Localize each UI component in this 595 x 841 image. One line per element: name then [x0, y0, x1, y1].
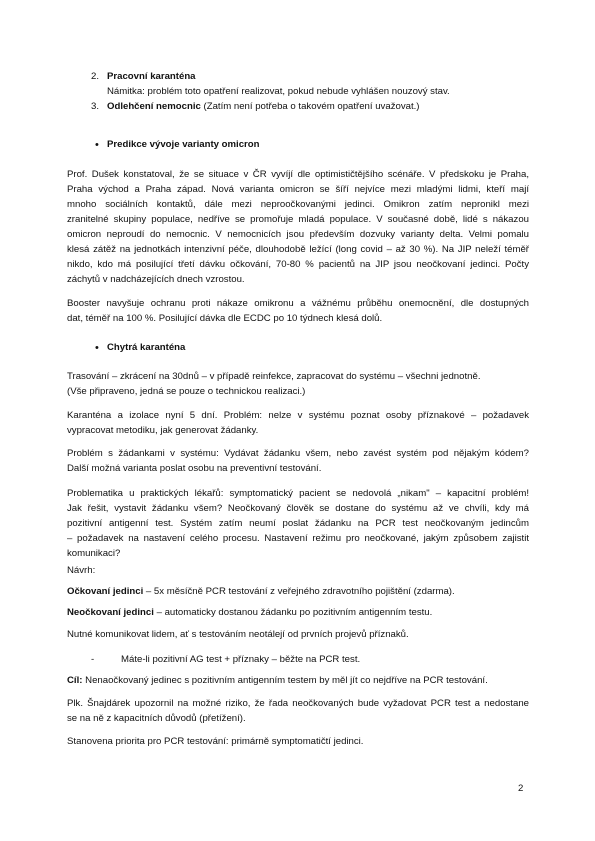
list-item-note-odlehceni: (Zatím není potřeba o takovém opatření uvažovat.): [200, 101, 420, 112]
paragraph-line: komunikaci?: [67, 548, 121, 559]
dash-item-ag-test: Máte-li pozitivní AG test + příznaky – běžte na PCR test.: [121, 654, 361, 665]
section-heading-predikce: Predikce vývoje varianty omicron: [107, 139, 260, 150]
list-item-title-pracovni-karantena: Pracovní karanténa: [107, 71, 196, 82]
ockovani-jedinci-label: Očkovaní jedinci: [67, 586, 144, 597]
list-item-note-namitka: Námitka: problém toto opatření realizovat, pokud nebude vyhlášen nouzový stav.: [107, 86, 450, 97]
list-item-odlehceni-nemocnic: [107, 100, 419, 114]
paragraph-line: Trasování – zkrácení na 30dnů – v případě reinfekce, zapracovat do systému – všechni jednotně.: [67, 371, 481, 382]
section-heading-chytra-karantena: Chytrá karanténa: [107, 342, 186, 353]
list-number-3: 3.: [91, 101, 100, 112]
paragraph-line: Prof. Dušek konstatoval, že se situace v ČR vyvíjí dle optimističtějšího scénáře. V předskoku je Praha,: [67, 169, 529, 180]
paragraph-line: mnoho sociálních kontaktů, dále mezi neproočkovanými jedinci. Omikron zatím nepronikl mezi: [67, 199, 529, 210]
paragraph-line: pozitivní antigenní test. Systém zatím neumí poslat žádanku na PCR test neočkovaným jedincům: [67, 518, 529, 529]
paragraph-line: se na ně z kapacitních důvodů (přetížení).: [67, 713, 246, 724]
cil-label: Cíl:: [67, 675, 83, 686]
neockovani-jedinci-item: [67, 606, 529, 620]
page-number: 2: [518, 783, 524, 794]
navrh-label: Návrh:: [67, 565, 96, 576]
paragraph-line: Booster navyšuje ochranu proti nákaze omikronu a vážnému průběhu onemocnění, dle dostupných: [67, 298, 529, 309]
paragraph-line: zranitelné skupiny populace, nedříve se promořuje mladá populace. V současné době, lidé s nákazou: [67, 214, 529, 225]
ockovani-jedinci-text: – 5x měsíčně PCR testování z veřejného zdravotního pojištění (zdarma).: [143, 586, 455, 597]
priorita-text: Stanovena priorita pro PCR testování: primárně symptomatičtí jedinci.: [67, 736, 364, 747]
paragraph-line: Praha východ a Praha západ. Nová varianta omicron se šíří nejvíce mezi mladými lidmi, kteří mají: [67, 184, 529, 195]
paragraph-line: – požadavek na nastavení celého procesu. Nastavení režimu pro neočkované, jakým způsobem zajistit: [67, 533, 529, 544]
komunikace-text: Nutné komunikovat lidem, ať s testováním neotálejí od prvních projevů příznaků.: [67, 629, 409, 640]
paragraph-line: (Vše připraveno, jedná se pouze o technickou realizaci.): [67, 386, 306, 397]
paragraph-line: Problém s žádankami v systému: Vydávat žádanku všem, nebo zavést systém pod nějakým kódem?: [67, 448, 529, 459]
cil-item: [67, 674, 529, 688]
paragraph-line: vypracovat metodiku, jak generovat žádanky.: [67, 425, 259, 436]
paragraph-line: omicron neproudí do nemocnic. V nemocnicích jsou především dozvuky varianty delta. Velmi pomalu: [67, 229, 529, 240]
neockovani-jedinci-text: – automaticky dostanou žádanku po pozitivním antigenním testu.: [153, 607, 433, 618]
section-bullet: •: [95, 342, 99, 354]
paragraph-line: Plk. Šnajdárek upozornil na možné riziko, že řada neočkovaných bude vyžadovat PCR test a nedostane: [67, 698, 529, 709]
paragraph-line: klesá zátěž na jednotkách intenzivní péče, dlouhodobě ležící (long covid – až 30 %). Na JIP neleží téměř: [67, 244, 529, 255]
list-item-title-odlehceni: Odlehčení nemocnic: [107, 101, 201, 112]
paragraph-line: Karanténa a izolace nyní 5 dní. Problém: nelze v systému poznat osoby příznakové – požadavek: [67, 410, 529, 421]
paragraph-line: nikdo, kdo má posilující třetí dávku očkování, 70-80 % pacientů na JIP jsou neočkovaní jedinci. Počty: [67, 259, 529, 270]
paragraph-line: Problematika u praktických lékařů: symptomatický pacient se nedovolá „nikam" – kapacitní problém!: [67, 488, 529, 499]
cil-text: Nenaočkovaný jedinec s pozitivním antigenním testem by měl jít co nejdříve na PCR testování.: [82, 675, 488, 686]
paragraph-line: dat, téměř na 100 %. Posilující dávka dle ECDC po 10 týdnech klesá dolů.: [67, 313, 383, 324]
paragraph-line: Jak řešit, vystavit žádanku všem? Neočkovaný člověk se dostane do systému až ve chvíli, kdy má: [67, 503, 529, 514]
neockovani-jedinci-label: Neočkovaní jedinci: [67, 607, 154, 618]
paragraph-line: Další možná varianta poslat osobu na preventivní testování.: [67, 463, 322, 474]
list-number-2: 2.: [91, 71, 100, 82]
paragraph-line: záchytů v nadcházejících dnech vzrostou.: [67, 274, 245, 285]
section-bullet: •: [95, 139, 99, 151]
ockovani-jedinci-item: [67, 585, 529, 599]
list-dash: -: [91, 654, 95, 665]
